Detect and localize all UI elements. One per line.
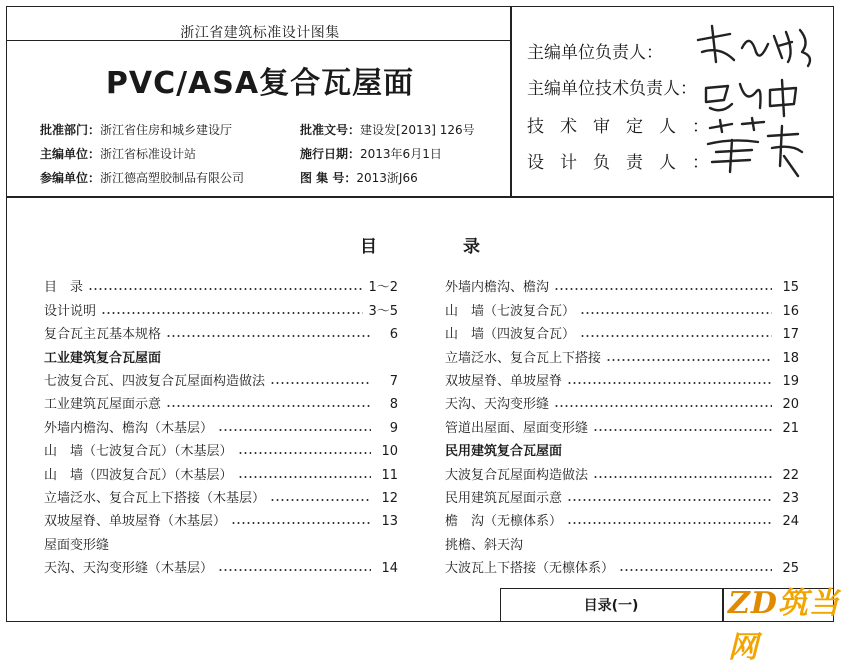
toc-section-heading: [445, 436, 799, 459]
toc-entry-title: 外墙内檐沟、檐沟: [445, 280, 550, 296]
info-label: 主编单位：: [40, 147, 101, 161]
toc-entry-page: 11: [381, 467, 398, 483]
leader-dots: [567, 499, 772, 501]
toc-section-heading: [44, 342, 398, 365]
leader-dots: [270, 382, 371, 384]
info-label: 图 集 号：: [300, 171, 357, 185]
toc-entry-title: 立墙泛水、复合瓦上下搭接: [445, 350, 602, 366]
toc-entry-title: 山 墙（七波复合瓦）: [445, 303, 576, 319]
toc-entry[interactable]: [44, 412, 398, 435]
toc-entry-page: 25: [782, 561, 799, 577]
toc-entry[interactable]: [44, 272, 398, 295]
handwritten-signature: [690, 22, 820, 72]
atlas-title: PVC/ASA复合瓦屋面: [105, 66, 415, 101]
toc-entry-page: 19: [782, 373, 799, 389]
info-value: 浙江省标准设计站: [100, 147, 197, 161]
toc-entry-title: 复合瓦主瓦基本规格: [44, 327, 162, 343]
brand-watermark: [728, 578, 842, 666]
toc-entry[interactable]: [44, 436, 398, 459]
signature-label: 技术审定人：: [527, 117, 725, 137]
leader-dots: [567, 382, 772, 384]
toc-entry-title: 工业建筑瓦屋面示意: [44, 397, 162, 413]
toc-entry[interactable]: [445, 272, 799, 295]
toc-entry-title: 天沟、天沟变形缝（木基层）: [44, 561, 214, 577]
toc-entry[interactable]: [445, 366, 799, 389]
toc-entry-title: 七波复合瓦、四波复合瓦屋面构造做法: [44, 373, 266, 389]
leader-dots: [580, 335, 772, 337]
toc-entry-group: [44, 529, 398, 552]
leader-dots: [567, 522, 772, 524]
toc-entry-title: 设计说明: [44, 303, 97, 319]
leader-dots: [166, 405, 371, 407]
toc-entry-page: 10: [381, 444, 398, 460]
info-value: 浙江省住房和城乡建设厅: [100, 123, 233, 137]
toc-entry-title: 屋面变形缝: [44, 537, 110, 553]
leader-dots: [218, 429, 371, 431]
toc-entry-title: 双坡屋脊、单坡屋脊: [445, 373, 563, 389]
toc-entry-title: 工业建筑复合瓦屋面: [44, 350, 162, 366]
toc-entry-page: 16: [782, 303, 799, 319]
info-value: 2013浙J66: [356, 171, 418, 185]
info-value: 浙江德高塑胶制品有限公司: [100, 171, 245, 185]
toc-entry-title: 大波瓦上下搭接（无檩体系）: [445, 561, 615, 577]
toc-entry-title: 天沟、天沟变形缝: [445, 397, 550, 413]
toc-entry-title: 双坡屋脊、单坡屋脊（木基层）: [44, 514, 227, 530]
leader-dots: [606, 359, 772, 361]
toc-entry-page: 22: [782, 467, 799, 483]
toc-entry[interactable]: [445, 483, 799, 506]
toc-entry-title: 山 墙（四波复合瓦）: [445, 327, 576, 343]
approval-number: [300, 121, 475, 138]
toc-entry[interactable]: [44, 553, 398, 576]
toc-entry[interactable]: [44, 319, 398, 342]
toc-entry[interactable]: [445, 412, 799, 435]
toc-entry[interactable]: [44, 459, 398, 482]
signature-label: 设计负责人：: [527, 153, 725, 173]
toc-entry-title: 挑檐、斜天沟: [445, 537, 524, 553]
toc-entry[interactable]: [44, 366, 398, 389]
toc-entry-title: 檐 沟（无檩体系）: [445, 514, 563, 530]
brand-text: 筑当网: [728, 586, 840, 665]
toc-entry-page: 3～5: [368, 303, 398, 319]
toc-entry-page: 23: [782, 490, 799, 506]
leader-dots: [593, 429, 772, 431]
leader-dots: [166, 335, 371, 337]
toc-column-right: [445, 272, 799, 576]
toc-title-char: 目: [360, 237, 377, 257]
toc-entry-page: 6: [389, 327, 398, 343]
atlas-number: [300, 169, 418, 186]
chief-editor-unit: [40, 145, 196, 162]
leader-dots: [101, 312, 363, 314]
toc-entry-page: 14: [381, 561, 398, 577]
toc-entry[interactable]: [44, 389, 398, 412]
toc-entry-page: 15: [782, 280, 799, 296]
toc-entry[interactable]: [445, 553, 799, 576]
toc-entry-page: 21: [782, 420, 799, 436]
series-name: 浙江省建筑标准设计图集: [180, 25, 340, 41]
toc-entry-title: 民用建筑瓦屋面示意: [445, 490, 563, 506]
toc-entry-title: 大波复合瓦屋面构造做法: [445, 467, 589, 483]
leader-dots: [580, 312, 772, 314]
toc-entry[interactable]: [44, 295, 398, 318]
toc-entry-page: 24: [782, 514, 799, 530]
toc-entry-page: 9: [389, 420, 398, 436]
toc-entry-page: 20: [782, 397, 799, 413]
leader-dots: [231, 522, 371, 524]
toc-entry-page: 13: [381, 514, 398, 530]
leader-dots: [593, 476, 772, 478]
signature-divider: [510, 6, 512, 197]
leader-dots: [218, 569, 371, 571]
toc-entry-title: 山 墙（四波复合瓦）（木基层）: [44, 467, 233, 483]
leader-dots: [554, 288, 772, 290]
toc-entry[interactable]: [445, 295, 799, 318]
toc-entry-page: 7: [389, 373, 398, 389]
toc-entry-page: 17: [782, 327, 799, 343]
leader-dots: [554, 405, 772, 407]
toc-entry[interactable]: [445, 459, 799, 482]
toc-entry-title: 民用建筑复合瓦屋面: [445, 444, 563, 460]
title-block-divider: [722, 588, 724, 622]
toc-entry[interactable]: [445, 342, 799, 365]
toc-entry-title: 外墙内檐沟、檐沟（木基层）: [44, 420, 214, 436]
signature-label: 主编单位负责人：: [527, 43, 663, 63]
effective-date: [300, 145, 442, 162]
signature-label: 主编单位技术负责人：: [527, 79, 697, 99]
leader-dots: [88, 288, 363, 290]
sheet-name: 目录(一): [583, 598, 639, 614]
info-label: 施行日期：: [300, 147, 361, 161]
leader-dots: [238, 476, 371, 478]
leader-dots: [238, 452, 371, 454]
toc-entry-page: 12: [381, 490, 398, 506]
toc-entry[interactable]: [445, 319, 799, 342]
toc-entry[interactable]: [445, 506, 799, 529]
participating-unit: [40, 169, 244, 186]
info-label: 批准文号：: [300, 123, 361, 137]
toc-title-char: 录: [463, 237, 480, 257]
info-value: 建设发[2013] 126号: [360, 123, 475, 137]
toc-entry-page: 8: [389, 397, 398, 413]
leader-dots: [619, 569, 772, 571]
approval-department: [40, 121, 232, 138]
toc-entry[interactable]: [445, 389, 799, 412]
toc-entry-group: [445, 529, 799, 552]
toc-entry[interactable]: [44, 506, 398, 529]
toc-entry-page: 1～2: [368, 280, 398, 296]
header-divider: [6, 196, 834, 198]
handwritten-signature: [702, 116, 812, 186]
info-value: 2013年6月1日: [360, 147, 442, 161]
toc-column-left: [44, 272, 398, 576]
handwritten-signature: [700, 78, 810, 118]
toc-entry[interactable]: [44, 483, 398, 506]
info-label: 参编单位：: [40, 171, 101, 185]
info-label: 批准部门：: [40, 123, 101, 137]
toc-entry-title: 目 录: [44, 280, 84, 296]
toc-entry-title: 立墙泛水、复合瓦上下搭接（木基层）: [44, 490, 266, 506]
toc-title: [360, 232, 480, 257]
leader-dots: [270, 499, 371, 501]
toc-entry-page: 18: [782, 350, 799, 366]
brand-logo-icon: ZD: [728, 586, 778, 621]
toc-entry-title: 山 墙（七波复合瓦）（木基层）: [44, 444, 233, 460]
toc-entry-title: 管道出屋面、屋面变形缝: [445, 420, 589, 436]
